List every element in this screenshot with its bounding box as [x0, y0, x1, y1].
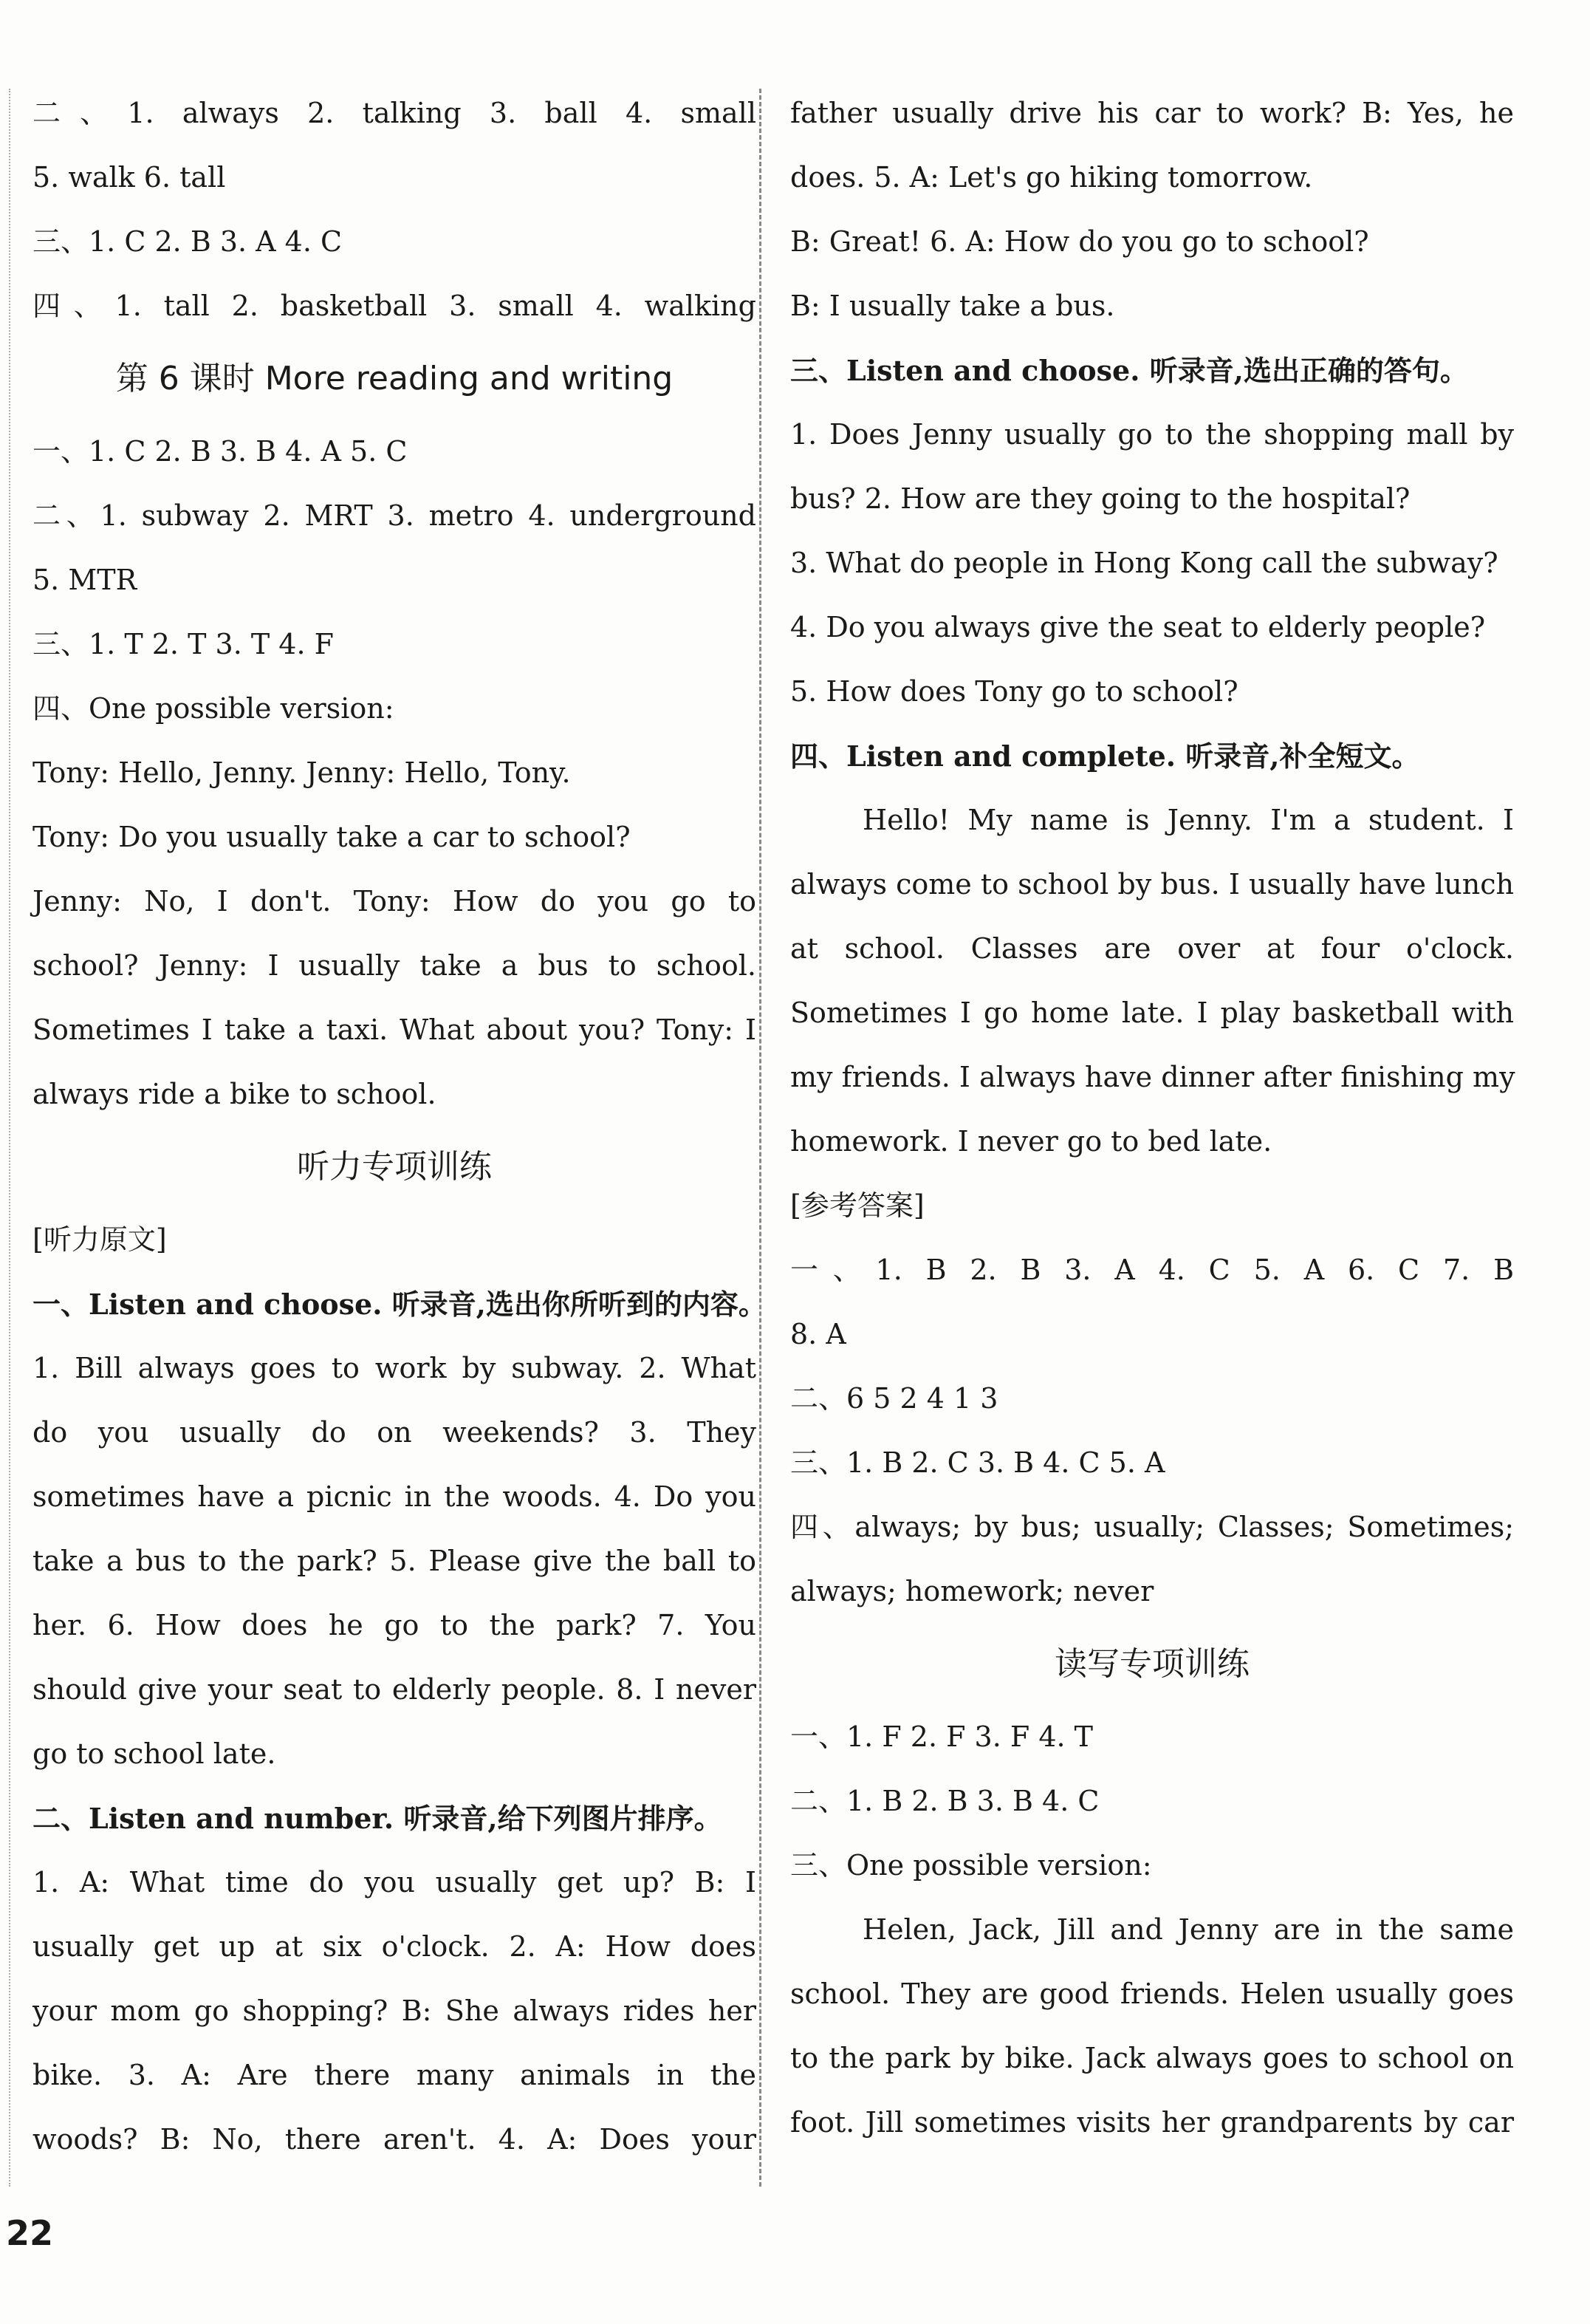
text-line: 1. Bill always goes to work by subway. 2. What — [32, 1352, 756, 1384]
text-line: 4. Do you always give the seat to elderly people? — [790, 611, 1486, 643]
text-line: Jenny: No, I don't. Tony: How do you go to — [32, 885, 756, 917]
text-line: do you usually do on weekends? 3. They — [32, 1416, 756, 1449]
text-line: school? Jenny: I usually take a bus to school. — [32, 949, 756, 982]
text-line: homework. I never go to bed late. — [790, 1125, 1272, 1158]
text-line: 1. Does Jenny usually go to the shopping mall by — [790, 418, 1514, 451]
section-title: 四、Listen and complete. 听录音,补全短文。 — [790, 739, 1420, 773]
text-line: 三、1. B 2. C 3. B 4. C 5. A — [790, 1446, 1165, 1479]
text-line: usually get up at six o'clock. 2. A: How does — [32, 1930, 756, 1963]
section-heading: 第 6 课时 More reading and writing — [115, 360, 674, 397]
text-line: bus? 2. How are they going to the hospital? — [790, 482, 1411, 515]
page-number: 22 — [6, 2213, 54, 2253]
column-divider — [759, 89, 761, 2187]
text-line: Sometimes I go home late. I play basketball with — [790, 997, 1514, 1029]
text-line: 三、1. T 2. T 3. T 4. F — [32, 628, 334, 660]
text-line: 四、One possible version: — [32, 692, 394, 725]
text-line: 二、6 5 2 4 1 3 — [790, 1382, 998, 1415]
text-line: 1. A: What time do you usually get up? B: I — [32, 1866, 756, 1898]
text-line: should give your seat to elderly people. 8. I never — [32, 1673, 756, 1706]
text-line: 一、1. B 2. B 3. A 4. C 5. A 6. C 7. B — [790, 1254, 1514, 1286]
text-line: Sometimes I take a taxi. What about you? Tony: I — [32, 1014, 756, 1046]
text-line: 一、1. C 2. B 3. B 4. A 5. C — [32, 435, 408, 468]
text-line: go to school late. — [32, 1737, 276, 1770]
text-line: 二、1. always 2. talking 3. ball 4. small — [32, 97, 756, 129]
text-line: 5. How does Tony go to school? — [790, 675, 1238, 708]
text-line: 四、always; by bus; usually; Classes; Sometimes; — [790, 1511, 1514, 1543]
text-line: does. 5. A: Let's go hiking tomorrow. — [790, 161, 1313, 194]
text-line: always; homework; never — [790, 1575, 1154, 1607]
text-line: bike. 3. A: Are there many animals in the — [32, 2059, 756, 2091]
text-line: 8. A — [790, 1318, 846, 1350]
text-line: 四、1. tall 2. basketball 3. small 4. walking — [32, 290, 756, 322]
text-line: her. 6. How does he go to the park? 7. You — [32, 1609, 756, 1641]
text-line: 5. walk 6. tall — [32, 161, 226, 194]
section-heading: 听力专项训练 — [297, 1148, 492, 1186]
text-line: B: I usually take a bus. — [790, 290, 1115, 322]
text-line: 5. MTR — [32, 564, 137, 596]
text-line: 三、1. C 2. B 3. A 4. C — [32, 225, 343, 258]
text-line: always come to school by bus. I usually have lunch — [790, 868, 1514, 900]
section-heading: 读写专项训练 — [1055, 1645, 1250, 1683]
text-line: foot. Jill sometimes visits her grandparents by car — [790, 2106, 1514, 2139]
text-line: 三、One possible version: — [790, 1849, 1152, 1882]
page-edge-guide — [9, 89, 10, 2187]
section-title: 二、Listen and number. 听录音,给下列图片排序。 — [32, 1802, 722, 1835]
text-line: Helen, Jack, Jill and Jenny are in the same — [863, 1913, 1514, 1946]
text-line: Tony: Hello, Jenny. Jenny: Hello, Tony. — [32, 756, 571, 789]
section-title: 一、Listen and choose. 听录音,选出你所听到的内容。 — [32, 1288, 767, 1321]
text-line: always ride a bike to school. — [32, 1078, 436, 1110]
text-line: at school. Classes are over at four o'clock. — [790, 932, 1514, 965]
text-line: Tony: Do you usually take a car to school? — [32, 821, 631, 853]
text-line: your mom go shopping? B: She always rides her — [32, 1995, 756, 2027]
left-column — [32, 81, 767, 2172]
text-line: father usually drive his car to work? B: Yes, he — [790, 97, 1514, 129]
right-column — [790, 81, 1514, 2155]
text-line: take a bus to the park? 5. Please give the ball to — [32, 1545, 756, 1577]
text-line: 二、1. B 2. B 3. B 4. C — [790, 1785, 1100, 1817]
text-line: 二、1. subway 2. MRT 3. metro 4. underground — [32, 499, 756, 532]
text-line: sometimes have a picnic in the woods. 4. Do you — [32, 1480, 756, 1513]
text-line: [参考答案] — [790, 1189, 925, 1222]
text-line: 3. What do people in Hong Kong call the subway? — [790, 547, 1498, 579]
section-title: 三、Listen and choose. 听录音,选出正确的答句。 — [790, 354, 1468, 387]
text-line: 一、1. F 2. F 3. F 4. T — [790, 1720, 1094, 1753]
text-line: B: Great! 6. A: How do you go to school? — [790, 225, 1369, 258]
text-line: my friends. I always have dinner after finishing my — [790, 1061, 1515, 1093]
text-line: Hello! My name is Jenny. I'm a student. I — [863, 804, 1514, 836]
text-line: [听力原文] — [32, 1223, 167, 1256]
text-line: school. They are good friends. Helen usually goes — [790, 1978, 1514, 2010]
text-line: to the park by bike. Jack always goes to school on — [790, 2042, 1514, 2074]
text-line: woods? B: No, there aren't. 4. A: Does your — [32, 2123, 756, 2156]
